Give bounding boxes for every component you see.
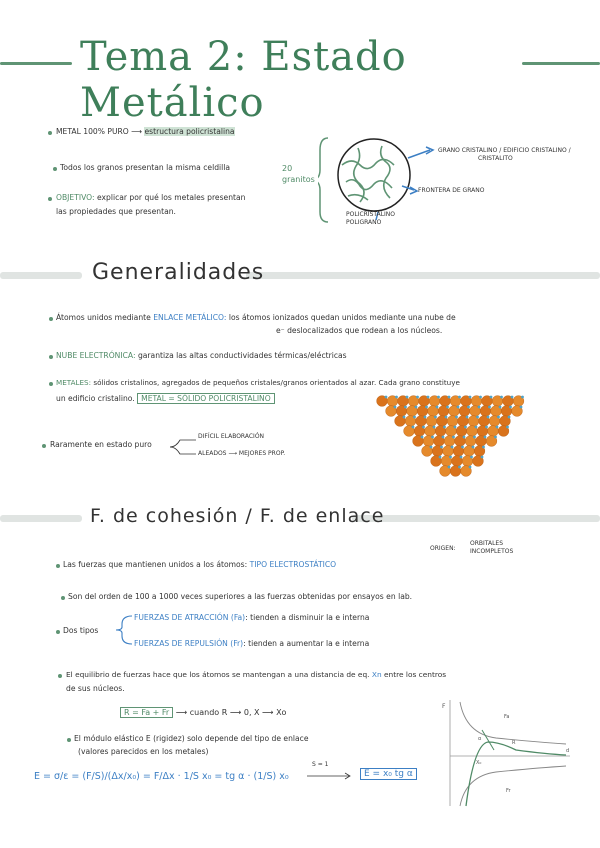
gen-b3: METALES: sólidos cristalinos, agregados de pequeños cristales/granos orientados al azar. Cada grano constituye	[56, 378, 460, 387]
bullet	[48, 197, 52, 201]
lattice-electron	[484, 436, 487, 439]
graph-label-d: d	[566, 748, 570, 754]
coh-b1: Las fuerzas que mantienen unidos a los átomos: TIPO ELECTROSTÁTICO	[63, 560, 337, 569]
lattice-electron	[440, 446, 443, 449]
section-rule-left	[0, 272, 82, 279]
lattice-electron	[443, 426, 446, 429]
gen-b4-difficult: DIFÍCIL ELABORACIÓN	[198, 433, 265, 440]
lattice-electron	[478, 406, 481, 409]
lattice-electron	[448, 396, 451, 399]
lattice-electron	[433, 426, 436, 429]
lattice-electron	[415, 406, 418, 409]
force-graph	[436, 694, 576, 814]
page-title: Tema 2: Estado Metálico	[80, 34, 407, 126]
diag-label-poly: POLICRISTALINO POLIGRANO	[346, 211, 396, 226]
lattice-electron	[412, 426, 415, 429]
lattice-electron	[469, 396, 472, 399]
coh-b5-cont: (valores parecidos en los metales)	[78, 747, 209, 756]
coh-equation: R = Fa + Fr ⟶ cuando R ⟶ 0, X ⟶ Xo	[120, 707, 286, 718]
bullet	[53, 167, 57, 171]
lattice-electron	[464, 426, 467, 429]
lattice-electron	[422, 426, 425, 429]
graph-label-r: R	[512, 740, 516, 746]
formula-arrow	[305, 772, 353, 780]
lattice-electron	[466, 416, 469, 419]
coh-b4-cont: de sus núcleos.	[66, 684, 125, 693]
bullet	[42, 444, 46, 448]
coh-b5: El módulo elástico E (rigidez) solo depende del tipo de enlace	[74, 734, 309, 743]
lattice-electron	[445, 416, 448, 419]
coh-origin: ORIGEN:	[430, 545, 456, 552]
lattice-electron	[416, 396, 419, 399]
lattice-electron	[500, 396, 503, 399]
lattice-electron	[431, 436, 434, 439]
lattice-electron	[442, 436, 445, 439]
graph-label-fr: Fr	[506, 788, 511, 794]
intro-b3: OBJETIVO: explicar por qué los metales presentan	[56, 193, 246, 202]
section-heading-generalidades: Generalidades	[92, 260, 265, 285]
graph-label-x0: X₀	[476, 760, 482, 766]
lattice-electron	[446, 406, 449, 409]
graph-label-fa: Fa	[504, 714, 510, 720]
lattice-electron	[395, 396, 398, 399]
gen-b2: NUBE ELECTRÓNICA: garantiza las altas conductividades térmicas/eléctricas	[56, 351, 347, 360]
lattice-electron	[434, 416, 437, 419]
gen-b1-cont: e⁻ deslocalizados que rodean a los núcleos.	[276, 326, 443, 335]
bullet	[67, 738, 71, 742]
lattice-electron	[404, 406, 407, 409]
lattice-electron	[488, 406, 491, 409]
lattice-electron	[473, 436, 476, 439]
crystal-lattice-image	[372, 393, 532, 481]
graph-label-alpha: α	[478, 736, 482, 742]
lattice-electron	[482, 446, 485, 449]
section-heading-cohesion: F. de cohesión / F. de enlace	[90, 505, 385, 527]
lattice-electron	[436, 406, 439, 409]
lattice-electron	[437, 396, 440, 399]
gen-b4: Raramente en estado puro	[50, 440, 152, 449]
lattice-electron	[506, 426, 509, 429]
branch-arrows	[168, 436, 198, 458]
bullet	[49, 355, 53, 359]
intro-b2: Todos los granos presentan la misma celdilla	[60, 163, 230, 172]
lattice-electron	[487, 416, 490, 419]
elastic-formula: E = σ/ε = (F/S)/(Δx/x₀) = F/Δx · 1/S x₀ = tg α · (1/S) x₀	[34, 771, 289, 782]
graph-label-f: F	[442, 703, 446, 710]
bullet	[56, 564, 60, 568]
lattice-electron	[455, 416, 458, 419]
coh-repulsion: FUERZAS DE REPULSIÓN (Fr): tienden a aumentar la e interna	[134, 639, 370, 648]
lattice-electron	[499, 406, 502, 409]
bullet	[48, 131, 52, 135]
lattice-electron	[463, 436, 466, 439]
bullet	[56, 630, 60, 634]
formula-result: E = x₀ tg α	[360, 769, 417, 780]
diag-label-boundary: FRONTERA DE GRANO	[418, 187, 485, 194]
lattice-electron	[470, 456, 473, 459]
lattice-electron	[439, 456, 442, 459]
lattice-electron	[460, 456, 463, 459]
lattice-electron	[451, 446, 454, 449]
section-rule-left	[0, 515, 82, 522]
lattice-electron	[494, 436, 497, 439]
lattice-electron	[449, 456, 452, 459]
lattice-electron	[475, 426, 478, 429]
lattice-electron	[448, 466, 451, 469]
bullet	[58, 674, 62, 678]
coh-b4: El equilibrio de fuerzas hace que los átomos se mantengan a una distancia de eq. Xn entre los centros	[66, 670, 447, 679]
diag-label-crystal: GRANO CRISTALINO / EDIFICIO CRISTALINO / CRISTALITO	[438, 147, 571, 162]
coh-origin-value: ORBITALES INCOMPLETOS	[470, 540, 514, 555]
lattice-electron	[457, 406, 460, 409]
lattice-electron	[521, 396, 524, 399]
lattice-electron	[508, 416, 511, 419]
lattice-electron	[509, 406, 512, 409]
section-rule-right	[352, 515, 600, 522]
bullet	[49, 382, 53, 386]
lattice-electron	[452, 436, 455, 439]
branch-brace	[112, 614, 134, 646]
lattice-electron	[476, 416, 479, 419]
intro-b3-cont: las propiedades que presentan.	[56, 207, 176, 216]
lattice-electron	[413, 416, 416, 419]
intro-b1: METAL 100% PURO ⟶ estructura policristalina	[56, 127, 235, 136]
lattice-electron	[496, 426, 499, 429]
coh-b2: Son del orden de 100 a 1000 veces superiores a las fuerzas obtenidas por ensayos en lab.	[68, 592, 413, 601]
lattice-electron	[479, 396, 482, 399]
lattice-electron	[394, 406, 397, 409]
lattice-electron	[406, 396, 409, 399]
lattice-electron	[458, 466, 461, 469]
lattice-electron	[424, 416, 427, 419]
grains-label: 20 granitos	[282, 164, 315, 184]
gen-b1: Átomos unidos mediante ENLACE METÁLICO: los átomos ionizados quedan unidos mediante una nube de	[56, 313, 456, 322]
lattice-electron	[427, 396, 430, 399]
lattice-electron	[385, 396, 388, 399]
bullet	[61, 596, 65, 600]
lattice-electron	[458, 396, 461, 399]
coh-b3: Dos tipos	[63, 626, 99, 635]
title-rule-left	[0, 62, 72, 65]
lattice-electron	[461, 446, 464, 449]
lattice-electron	[403, 416, 406, 419]
lattice-electron	[520, 406, 523, 409]
lattice-electron	[454, 426, 457, 429]
gen-b3-cont: un edificio cristalino. METAL = SÓLIDO POLICRISTALINO	[56, 393, 275, 404]
lattice-electron	[485, 426, 488, 429]
lattice-electron	[472, 446, 475, 449]
bullet	[49, 317, 53, 321]
lattice-electron	[467, 406, 470, 409]
formula-note: S = 1	[312, 761, 329, 768]
lattice-electron	[469, 466, 472, 469]
lattice-electron	[490, 396, 493, 399]
gen-b4-alloys: ALEADOS ⟶ MEJORES PROP.	[198, 450, 286, 457]
coh-attraction: FUERZAS DE ATRACCIÓN (Fa): tienden a disminuir la e interna	[134, 613, 370, 622]
lattice-electron	[511, 396, 514, 399]
lattice-electron	[421, 436, 424, 439]
lattice-electron	[425, 406, 428, 409]
lattice-electron	[497, 416, 500, 419]
lattice-electron	[430, 446, 433, 449]
section-rule-right	[246, 272, 600, 279]
lattice-electron	[481, 456, 484, 459]
